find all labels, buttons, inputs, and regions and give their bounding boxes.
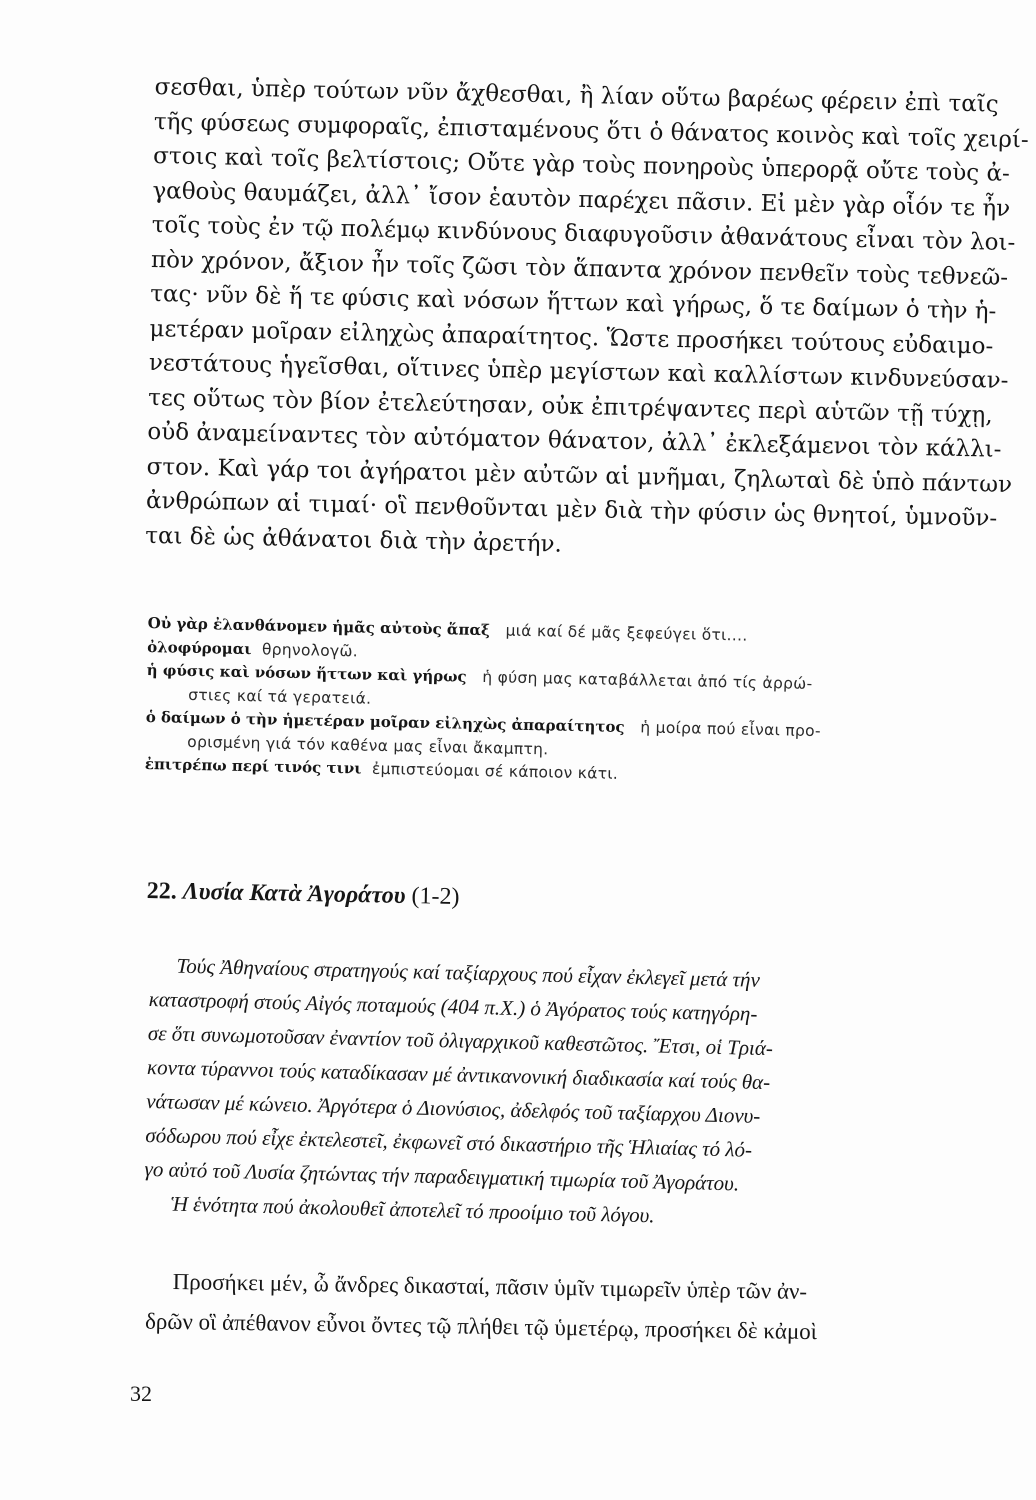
section-title: Λυσία Κατὰ Ἀγοράτου <box>182 878 406 909</box>
glossary-definition: θρηνολογῶ. <box>261 639 359 660</box>
speech-line: Προσήκει μέν, ὦ ἄνδρες δικασταί, πᾶσιν ὑμῖν τιμωρεῖν ὑπὲρ τῶν ἀν- <box>172 1268 808 1304</box>
passage-line: οὐδ ἀναμείναντες τὸν αὐτόματον θάνατον, ἀλλ᾽ ἐκλεξάμενοι τὸν κάλλι- <box>147 418 1002 463</box>
glossary-term: ἡ φύσις καὶ νόσων ἥττων καὶ γήρως <box>146 660 467 686</box>
glossary-term: ἐπιτρέπω περί τινός τινι <box>144 754 362 778</box>
intro-line: Ἡ ἑνότητα πού ἀκολουθεῖ ἀποτελεῖ τό προοίμιο τοῦ λόγου. <box>170 1191 655 1228</box>
introduction <box>143 948 979 1240</box>
passage-line: ἀνθρώπων αἱ τιμαί· οἳ πενθοῦνται μὲν διὰ τὴν φύσιν ὡς θνητοί, ὑμνοῦν- <box>145 487 998 532</box>
intro-line: καταστροφή στούς Αἰγός ποταμούς (404 π.Χ.) ὁ Ἀγόρατος τούς κατηγόρη- <box>148 986 758 1026</box>
page-number: 32 <box>130 1381 152 1406</box>
intro-line: σε ὅτι συνωμοτοῦσαν ἐναντίον τοῦ ὀλιγαρχικοῦ καθεστῶτος. Ἔτσι, οἱ Τριά- <box>147 1020 774 1061</box>
passage-line: τες οὕτως τὸν βίον ἐτελεύτησαν, οὐκ ἐπιτρέψαντες περὶ αὑτῶν τῇ τύχῃ, <box>147 384 993 429</box>
glossary-continuation: ορισμένη γιά τόν καθένα μας εἶναι ἄκαμπτη. <box>187 732 549 758</box>
intro-line: γο αὐτό τοῦ Λυσία ζητώντας τήν παραδειγματική τιμωρία τοῦ Ἀγοράτου. <box>144 1156 740 1196</box>
passage-line: νεστάτους ἡγεῖσθαι, οἵτινες ὑπὲρ μεγίστων καὶ καλλίστων κινδυνεύσαν- <box>148 349 1009 394</box>
passage-line: στον. Καὶ γάρ τοι ἀγήρατοι μὲν αὐτῶν αἱ μνῆμαι, ζηλωταὶ δὲ ὑπὸ πάντων <box>146 453 1013 498</box>
passage-line: γαθοὺς θαυμάζει, ἀλλ᾽ ἴσον ἑαυτὸν παρέχει πᾶσιν. Εἰ μὲν γὰρ οἷόν τε ἦν <box>152 177 1011 222</box>
passage-line: τοῖς τοὺς ἐν τῷ πολέμῳ κινδύνους διαφυγοῦσιν ἀθανάτους εἶναι τὸν λοι- <box>151 211 1016 257</box>
glossary-definition: ἡ μοίρα πού εἶναι προ- <box>640 718 822 741</box>
section-heading <box>146 878 846 918</box>
passage-line: ται δὲ ὡς ἀθάνατοι διὰ τὴν ἀρετήν. <box>144 522 563 558</box>
intro-line: νάτωσαν μέ κώνειο. Ἀργότερα ὁ Διονύσιος, ἀδελφός τοῦ ταξίαρχου Διονυ- <box>145 1088 761 1128</box>
glossary-definition: ἡ φύση μας καταβάλλεται ἀπό τίς ἀρρώ- <box>482 668 813 693</box>
passage-line: σεσθαι, ὑπὲρ τούτων νῦν ἄχθεσθαι, ἢ λίαν οὕτω βαρέως φέρειν ἐπὶ ταῖς <box>154 73 999 118</box>
glossary-term: ὁ δαίμων ὁ τὴν ἡμετέραν μοῖραν εἰληχὼς ἀπαραίτητος <box>145 707 625 737</box>
section-range: (1-2) <box>411 883 460 911</box>
glossary-continuation: στιες καί τά γερατειά. <box>188 685 372 708</box>
main-passage <box>144 70 1029 570</box>
passage-line: μετέραν μοῖραν εἰληχὼς ἀπαραίτητος. Ὥστε προσήκει τούτους εὐδαιμο- <box>149 315 994 360</box>
glossary <box>145 612 998 794</box>
passage-line: στοις καὶ τοῖς βελτίστοις; Οὔτε γὰρ τοὺς πονηροὺς ὑπερορᾷ οὔτε τοὺς ἀ- <box>152 142 1011 187</box>
intro-line: κοντα τύραννοι τούς καταδίκασαν μέ ἀντικανονική διαδικασία καί τούς θα- <box>146 1054 771 1095</box>
speech-line: δρῶν οἳ ἀπέθανον εὖνοι ὄντες τῷ πλήθει τῷ ὑμετέρῳ, προσήκει δὲ κἀμοὶ <box>144 1308 818 1345</box>
intro-line: Τούς Ἀθηναίους στρατηγούς καί ταξίαρχους πού εἶχαν ἐκλεγεῖ μετά τήν <box>176 953 761 992</box>
speech-start <box>144 1262 993 1355</box>
passage-line: τας· νῦν δὲ ἥ τε φύσις καὶ νόσων ἥττων καὶ γήρως, ὅ τε δαίμων ὁ τὴν ἡ- <box>150 280 997 325</box>
intro-line: σόδωρου πού εἶχε ἐκτελεστεῖ, ἐκφωνεῖ στό δικαστήριο τῆς Ἡλιαίας τό λό- <box>145 1122 753 1162</box>
glossary-term: ὀλοφύρομαι <box>147 637 252 658</box>
passage-line: πὸν χρόνον, ἄξιον ἦν τοῖς ζῶσι τὸν ἅπαντα χρόνον πενθεῖν τοὺς τεθνεῶ- <box>150 246 1009 291</box>
section-number: 22. <box>146 878 177 905</box>
glossary-definition: μιά καί δέ μᾶς ξεφεύγει ὅτι.... <box>505 621 748 645</box>
glossary-term: Οὐ γὰρ ἐλανθάνομεν ἡμᾶς αὐτοὺς ἅπαξ <box>147 613 491 640</box>
passage-line: τῆς φύσεως συμφοραῖς, ἐπισταμένους ὅτι ὁ θάνατος κοινὸς καὶ τοῖς χειρί- <box>153 108 1029 153</box>
glossary-definition: ἐμπιστεύομαι σέ κάποιον κάτι. <box>371 759 619 783</box>
